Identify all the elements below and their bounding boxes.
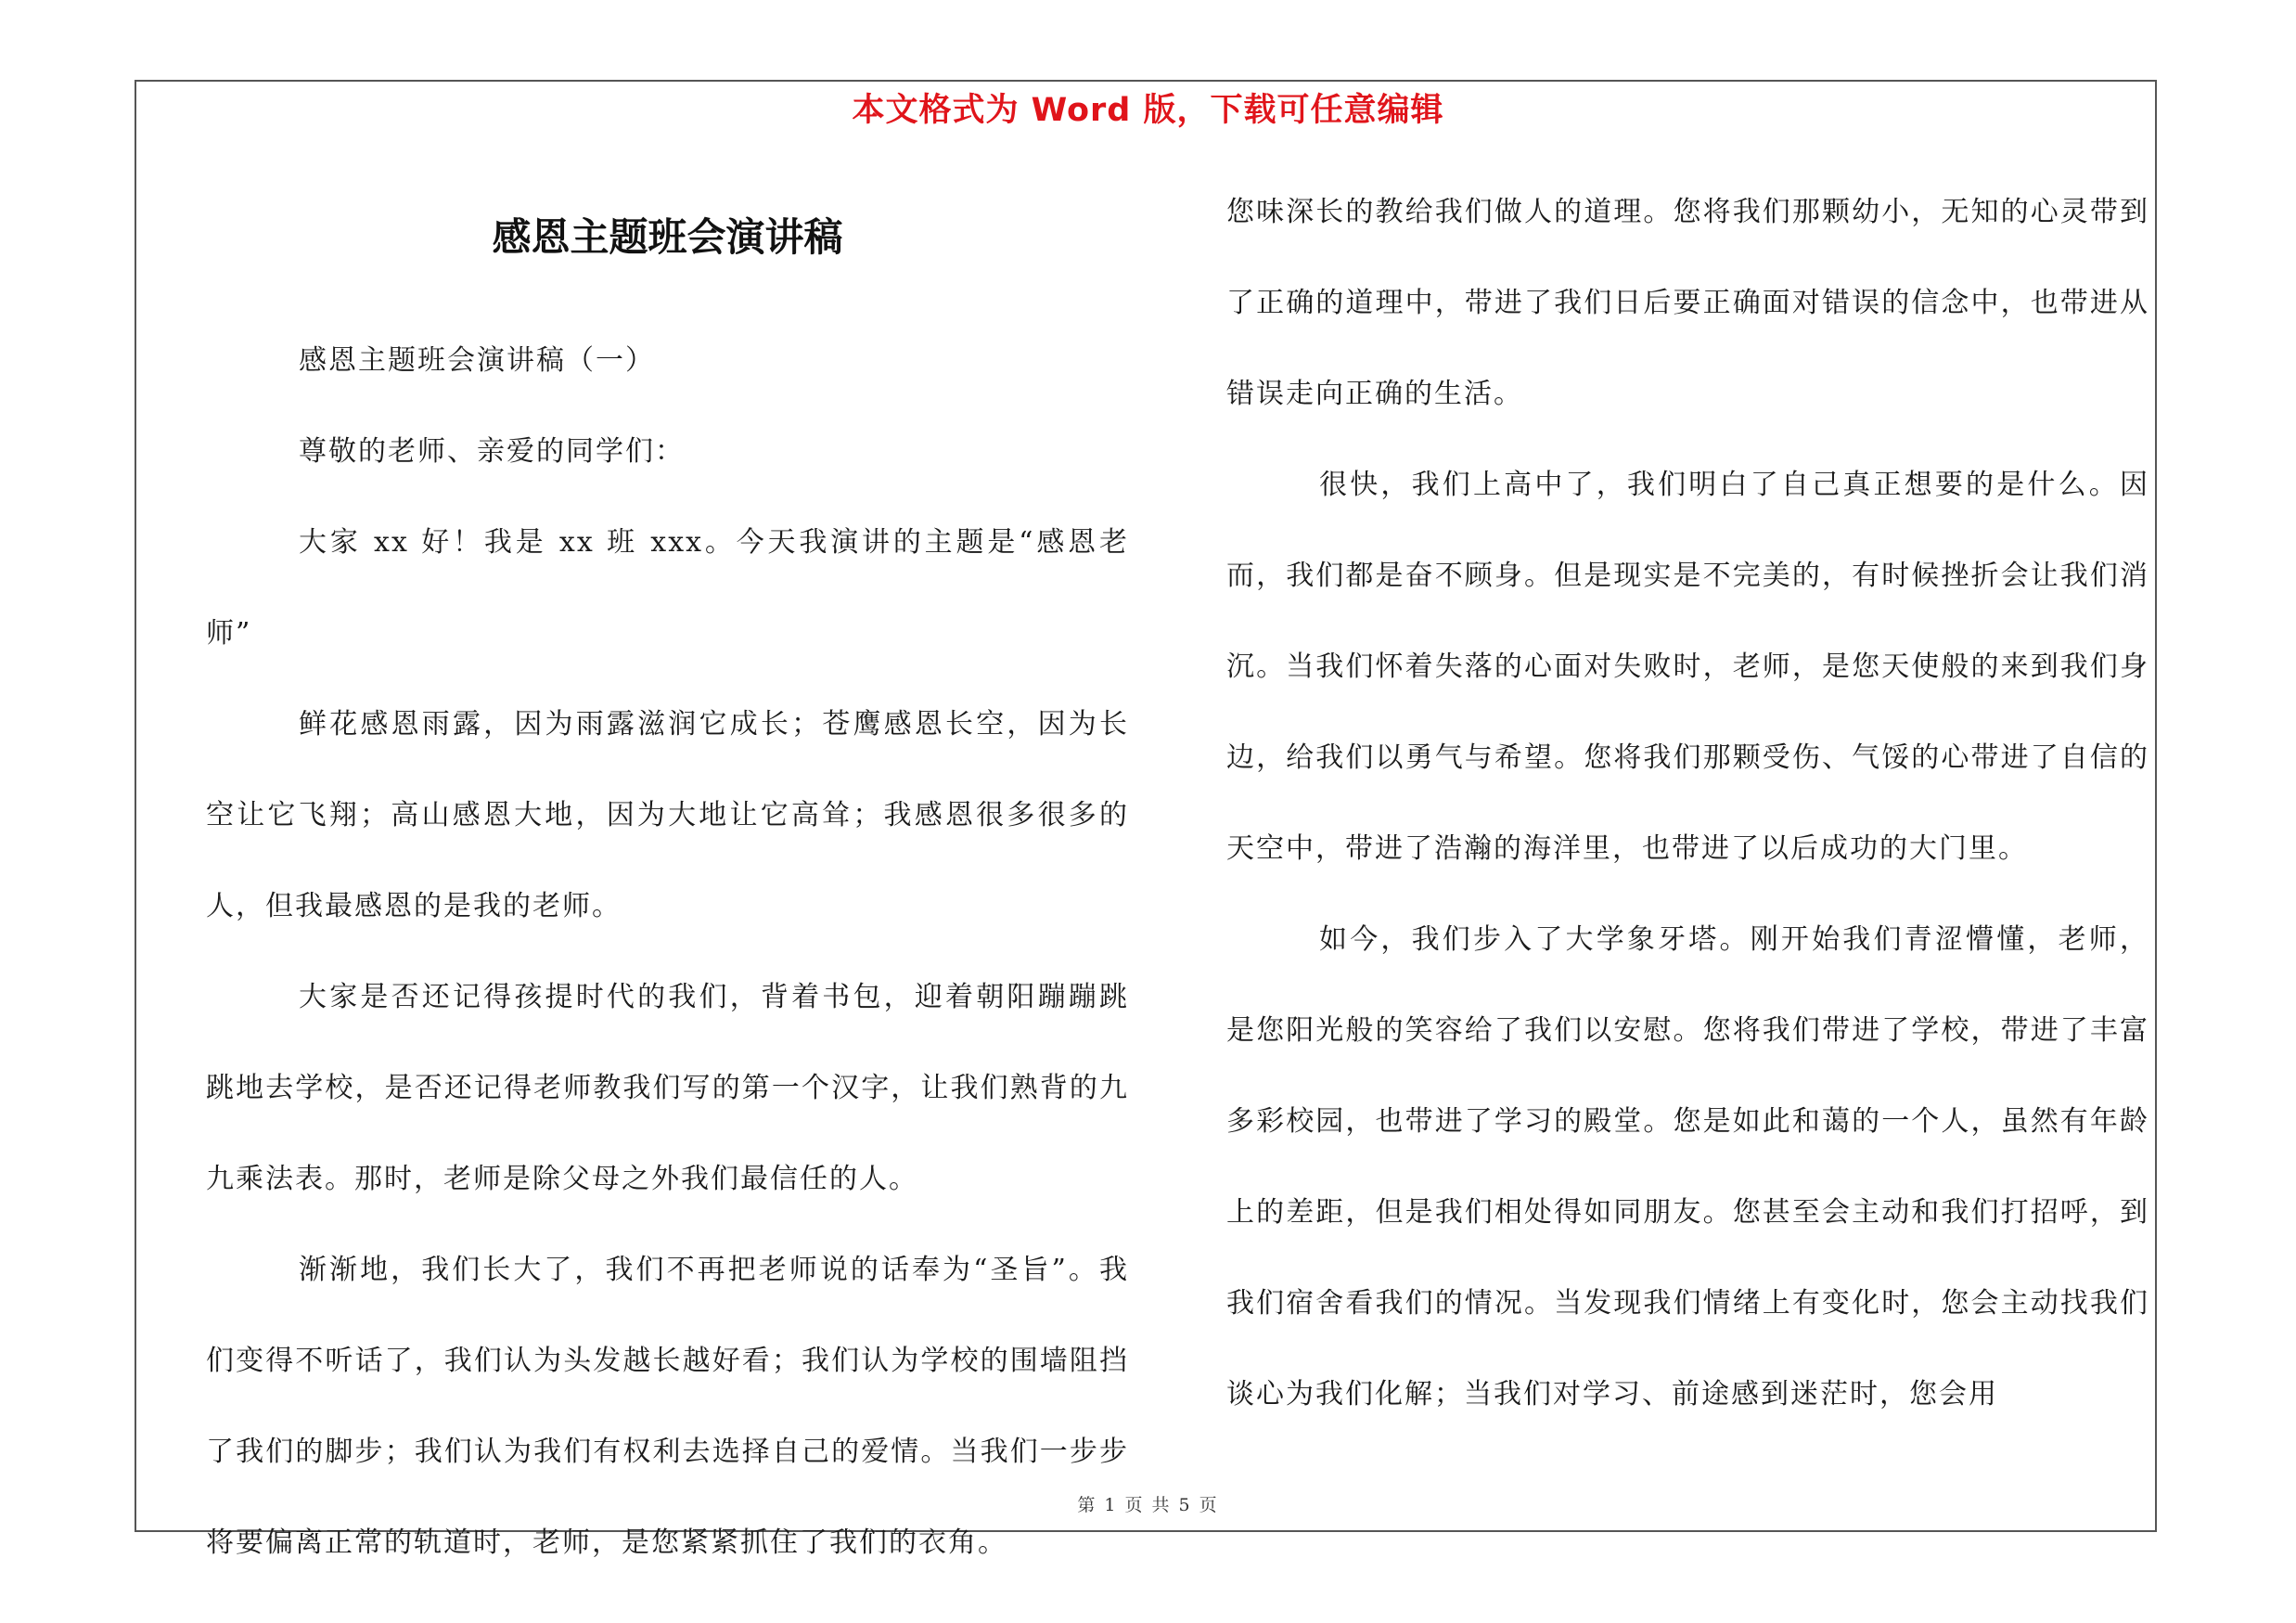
paragraph: 如今，我们步入了大学象牙塔。刚开始我们青涩懵懂，老师，是您阳光般的笑容给了我们以安慰。您将我们带进了学校，带进了丰富多彩校园，也带进了学习的殿堂。您是如此和蔼的一个人，虽然有年龄上的差距，但是我们相处得如同朋友。您甚至会主动和我们打招呼，到我们宿舍看我们的情况。当发现我们情绪上有变化时，您会主动找我们谈心为我们化解；当我们对学习、前途感到迷茫时，您会用	[1226, 923, 2149, 1410]
paragraph: 鲜花感恩雨露，因为雨露滋润它成长；苍鹰感恩长空，因为长空让它飞翔；高山感恩大地，因为大地让它高耸；我感恩很多很多的人，但我最感恩的是我的老师。	[206, 708, 1129, 922]
word-format-banner: 本文格式为 Word 版，下载可任意编辑	[852, 92, 1444, 129]
paragraph: 很快，我们上高中了，我们明白了自己真正想要的是什么。因而，我们都是奋不顾身。但是现实是不完美的，有时候挫折会让我们消沉。当我们怀着失落的心面对失败时，老师，是您天使般的来到我们身边，给我们以勇气与希望。您将我们那颗受伤、气馁的心带进了自信的天空中，带进了浩瀚的海洋里，也带进了以后成功的大门里。	[1226, 469, 2149, 865]
left-column	[206, 158, 1129, 1589]
right-column	[1226, 167, 2149, 1440]
paragraph: 大家 xx 好！我是 xx 班 xxx。今天我演讲的主题是“感恩老师”	[206, 526, 1129, 650]
page-number-footer: 第 1 页 共 5 页	[1077, 1495, 1219, 1515]
paragraph: 大家是否还记得孩提时代的我们，背着书包，迎着朝阳蹦蹦跳跳地去学校，是否还记得老师教我们写的第一个汉字，让我们熟背的九九乘法表。那时，老师是除父母之外我们最信任的人。	[206, 981, 1129, 1195]
paragraph: 渐渐地，我们长大了，我们不再把老师说的话奉为“圣旨”。我们变得不听话了，我们认为头发越长越好看；我们认为学校的围墙阻挡了我们的脚步；我们认为我们有权利去选择自己的爱情。当我们一步步将要偏离正常的轨道时，老师，是您紧紧抓住了我们的衣角。	[206, 1254, 1129, 1559]
paragraph: 感恩主题班会演讲稿（一）	[299, 344, 655, 377]
paragraph: 您味深长的教给我们做人的道理。您将我们那颗幼小，无知的心灵带到了正确的道理中，带进了我们日后要正确面对错误的信念中，也带进从错误走向正确的生活。	[1226, 196, 2149, 410]
paragraph: 尊敬的老师、亲爱的同学们：	[299, 435, 685, 468]
document-title: 感恩主题班会演讲稿	[492, 214, 843, 260]
